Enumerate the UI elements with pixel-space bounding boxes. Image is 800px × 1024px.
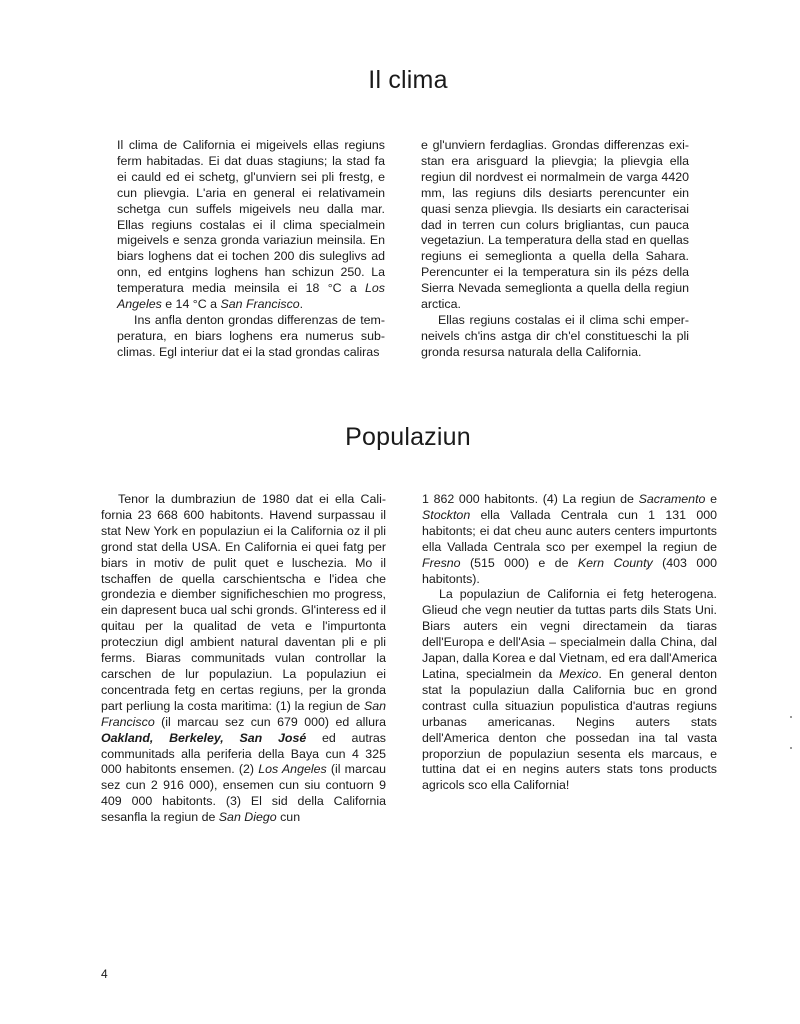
clima-column-right: [421, 138, 689, 361]
text: Tenor la dumbraziun de 1980 dat ei ella California 23 668 600 habitonts. Havend surpassau il stat New York en populaziun ei la California oz il pli grond stat della USA. En California ei quei fatg per biars in motiv de pulit quet e luschezia. Mo il tschaffen de quella carschientscha e l'idea che grondezia e diember significheschien mo progress, ein dapresent buca ual schi gronds. Gl'interess ed il quitau per la qualitad de veta e l'impurtonta protecziun digl ambient natural daventan pli e pli ferms. Biaras communitads vulan controllar la carschen de lur populaziun. La populaziun ei concentrada fetg en certas regiuns, per la gronda part perliung la costa maritima: (1) la regiun de: [101, 492, 386, 713]
place-name: Los Angeles: [117, 281, 385, 312]
place-name: San Francisco: [220, 297, 300, 312]
place-name: Fresno: [422, 555, 461, 570]
section-title-populaziun: Populaziun: [345, 423, 471, 451]
text: e: [705, 492, 717, 506]
section-title-clima: Il clima: [368, 66, 448, 94]
populaziun-column-left: [101, 492, 386, 826]
text: Il clima de California ei migeivels ellas regiuns ferm habitadas. Ei dat duas stagiuns; la stad fa ei cauld ed ei schetg, gl'unviern sei pli frestg, e cun plievgia. L'aria en general ei relativamein schetga cun suffels migeivels neu dalla mar. Ellas regiuns costalas ei il clima specialmein migeivels e senza gronda variaziun meinsila. En biars loghens dat ei tochen 200 dis suleglivs ad onn, ed entgins loghens han schizun 250. La temperatura media meinsila ei 18 °C a: [117, 138, 385, 296]
place-name: Kern County: [577, 555, 653, 570]
text: ed autras communitads alla periferia della Baya cun 4 325 000 habitonts ensemen. (2): [101, 730, 386, 777]
text: 1 862 000 habitonts. (4) La regiun de: [422, 492, 639, 506]
text: cun: [276, 810, 301, 825]
place-name: Stockton: [422, 507, 471, 522]
page-number: 4: [101, 967, 108, 981]
scan-speck: [790, 716, 792, 718]
text: (il marcau sez cun 679 000) ed allura: [154, 714, 386, 729]
paragraph: [101, 492, 386, 826]
place-name: Los Angeles: [258, 762, 327, 777]
text: . En general denton stat la populaziun dalla California buc en grond contrast culla situaziun populistica d'autras regiuns urbanas americanas. Negins auters stats dell'America denton che possedan ina tal vasta proporziun de populaziun sesenta els marcaus, e tuttina dat ei en negins auters stats tons products agricols sco ella California!: [422, 666, 717, 793]
paragraph: [422, 492, 717, 587]
scan-speck: [790, 747, 792, 749]
text: La populaziun de California ei fetg heterogena. Glieud che vegn neutier da tuttas parts dils Stats Uni. Biars auters ein vegni directamein da tiaras dell'Europa e dell'Asia – specialmein dalla China, dal Japan, dalla Korea e dal Vietnam, ed era dall'America Latina, specialmein da: [422, 587, 717, 681]
place-name: San Diego: [218, 810, 277, 825]
text: e 14 °C a: [161, 297, 221, 312]
paragraph: Ins anfla denton grondas differenzas de temperatura, en biars loghens era numerus subclimas. Egl interiur dat ei la stad grondas caliras: [117, 312, 385, 359]
paragraph: Ellas regiuns costalas ei il clima schi emperneivels ch'ins astga dir ch'el constitueschi la pli gronda resursa naturala della California.: [421, 312, 689, 359]
text: ella Vallada Centrala cun 1 131 000 habitonts; ei dat cheu aunc auters centers impurtonts ella Vallada Centrala sco per exempel la regiun de: [422, 507, 717, 554]
place-name: Mexico: [559, 666, 599, 681]
paragraph: [117, 138, 385, 313]
place-name: Sacramento: [638, 492, 706, 506]
place-name: Oakland, Berkeley, San José: [101, 730, 307, 745]
clima-column-left: [117, 138, 385, 361]
place-name: San Francisco: [101, 698, 386, 729]
text: .: [299, 297, 304, 312]
paragraph: e gl'unviern ferdaglias. Grondas differenzas existan era arisguard la plievgia; la plievgia ella regiun dil nordvest ei normalmein de varga 4420 mm, las regiuns dils desiarts perencunter ein quasi senza plievgia. Ils desiarts ein caracterisai dad in terren cun colurs brigliantas, cun pauca vegetaziun. La temperatura della stad en quellas regiuns ei semeglionta a quella della Sahara. Perencunter ei la temperatura sin ils pézs della Sierra Nevada semeglionta a quella della regiun arctica.: [421, 138, 689, 312]
paragraph: [422, 587, 717, 794]
text: (il marcau sez cun 2 916 000), ensemen cun siu contuorn 9 409 000 habitonts. (3) El sid della California sesanfla la regiun de: [101, 762, 386, 825]
populaziun-column-right: [422, 492, 717, 794]
text: (403 000 habitonts).: [422, 555, 717, 586]
text: (515 000) e de: [460, 555, 578, 570]
